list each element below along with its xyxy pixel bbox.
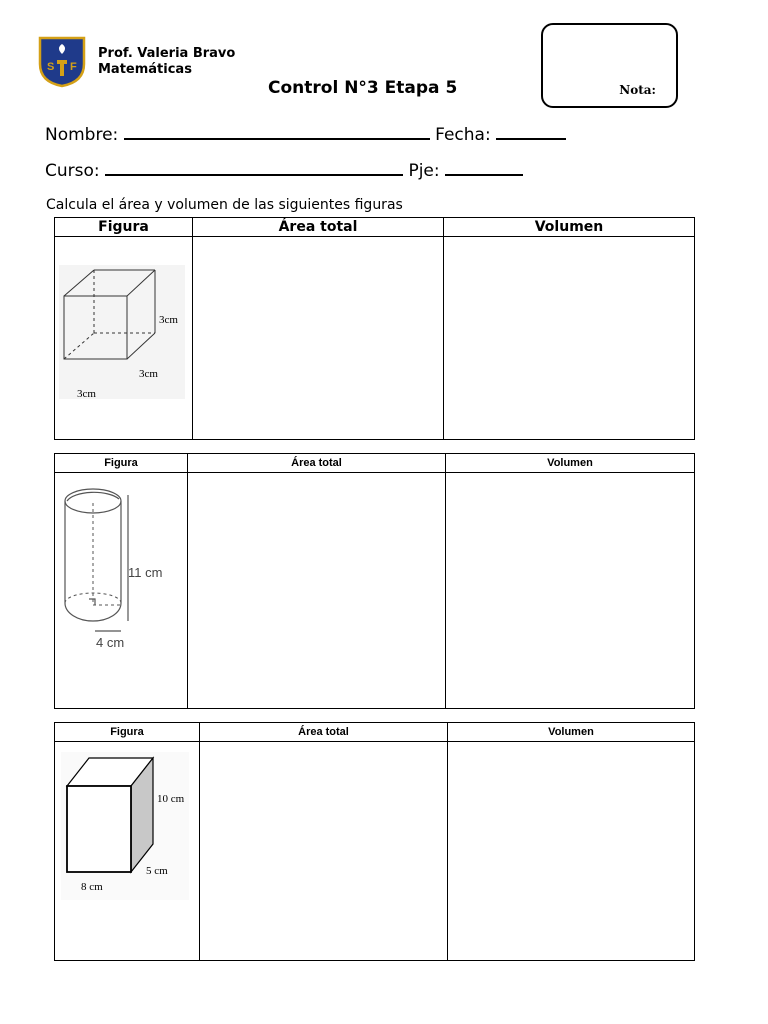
cube-width-label: 3cm [77, 388, 96, 400]
header-area-total: Área total [193, 218, 444, 237]
subject-name: Matemáticas [98, 62, 192, 77]
volume-answer-cell[interactable] [444, 237, 695, 440]
figure-cell [55, 473, 188, 709]
table-header-row [55, 723, 695, 742]
logo-letter-f: F [70, 61, 77, 73]
course-score-row [45, 160, 523, 181]
header-area-total: Área total [188, 454, 446, 473]
area-answer-cell[interactable] [200, 742, 448, 961]
cylinder-diameter-label: 4 cm [96, 635, 125, 650]
nombre-field[interactable] [124, 124, 430, 140]
prism-depth-label: 5 cm [146, 865, 168, 877]
prism-width-label: 8 cm [81, 881, 103, 893]
header-figura: Figura [55, 454, 188, 473]
table-header-row [55, 218, 695, 237]
cube-depth-label: 3cm [139, 368, 158, 380]
table-row [55, 473, 695, 709]
cylinder-figure [55, 473, 188, 708]
header-volumen: Volumen [446, 454, 695, 473]
instruction-text: Calcula el área y volumen de las siguientes figuras [46, 197, 403, 213]
teacher-info [98, 46, 235, 78]
exercise-table-3 [54, 722, 695, 961]
figure-cell [55, 742, 200, 961]
name-date-row [45, 124, 566, 145]
fecha-field[interactable] [496, 124, 566, 140]
fecha-label: Fecha: [435, 125, 491, 145]
curso-label: Curso: [45, 161, 100, 181]
curso-field[interactable] [105, 160, 403, 176]
header-figura: Figura [55, 723, 200, 742]
logo-letter-s: S [47, 61, 55, 73]
table-row [55, 742, 695, 961]
header-volumen: Volumen [448, 723, 695, 742]
pje-field[interactable] [445, 160, 523, 176]
teacher-name: Prof. Valeria Bravo [98, 46, 236, 61]
header-figura: Figura [55, 218, 193, 237]
pje-label: Pje: [408, 161, 440, 181]
area-answer-cell[interactable] [193, 237, 444, 440]
grade-box [541, 23, 678, 108]
header-volumen: Volumen [444, 218, 695, 237]
cylinder-height-label: 11 cm [128, 565, 163, 580]
area-answer-cell[interactable] [188, 473, 446, 709]
cube-height-label: 3cm [159, 314, 178, 326]
cube-figure [55, 237, 193, 439]
prism-height-label: 10 cm [157, 793, 185, 805]
page-title: Control N°3 Etapa 5 [268, 78, 458, 98]
nombre-label: Nombre: [45, 125, 119, 145]
exercise-table-1 [54, 217, 695, 440]
table-row [55, 237, 695, 440]
volume-answer-cell[interactable] [448, 742, 695, 961]
figure-cell [55, 237, 193, 440]
prism-figure [55, 742, 200, 960]
exercise-table-2 [54, 453, 695, 709]
table-header-row [55, 454, 695, 473]
school-logo [38, 36, 86, 88]
volume-answer-cell[interactable] [446, 473, 695, 709]
header-area-total: Área total [200, 723, 448, 742]
grade-label: Nota: [619, 83, 656, 97]
